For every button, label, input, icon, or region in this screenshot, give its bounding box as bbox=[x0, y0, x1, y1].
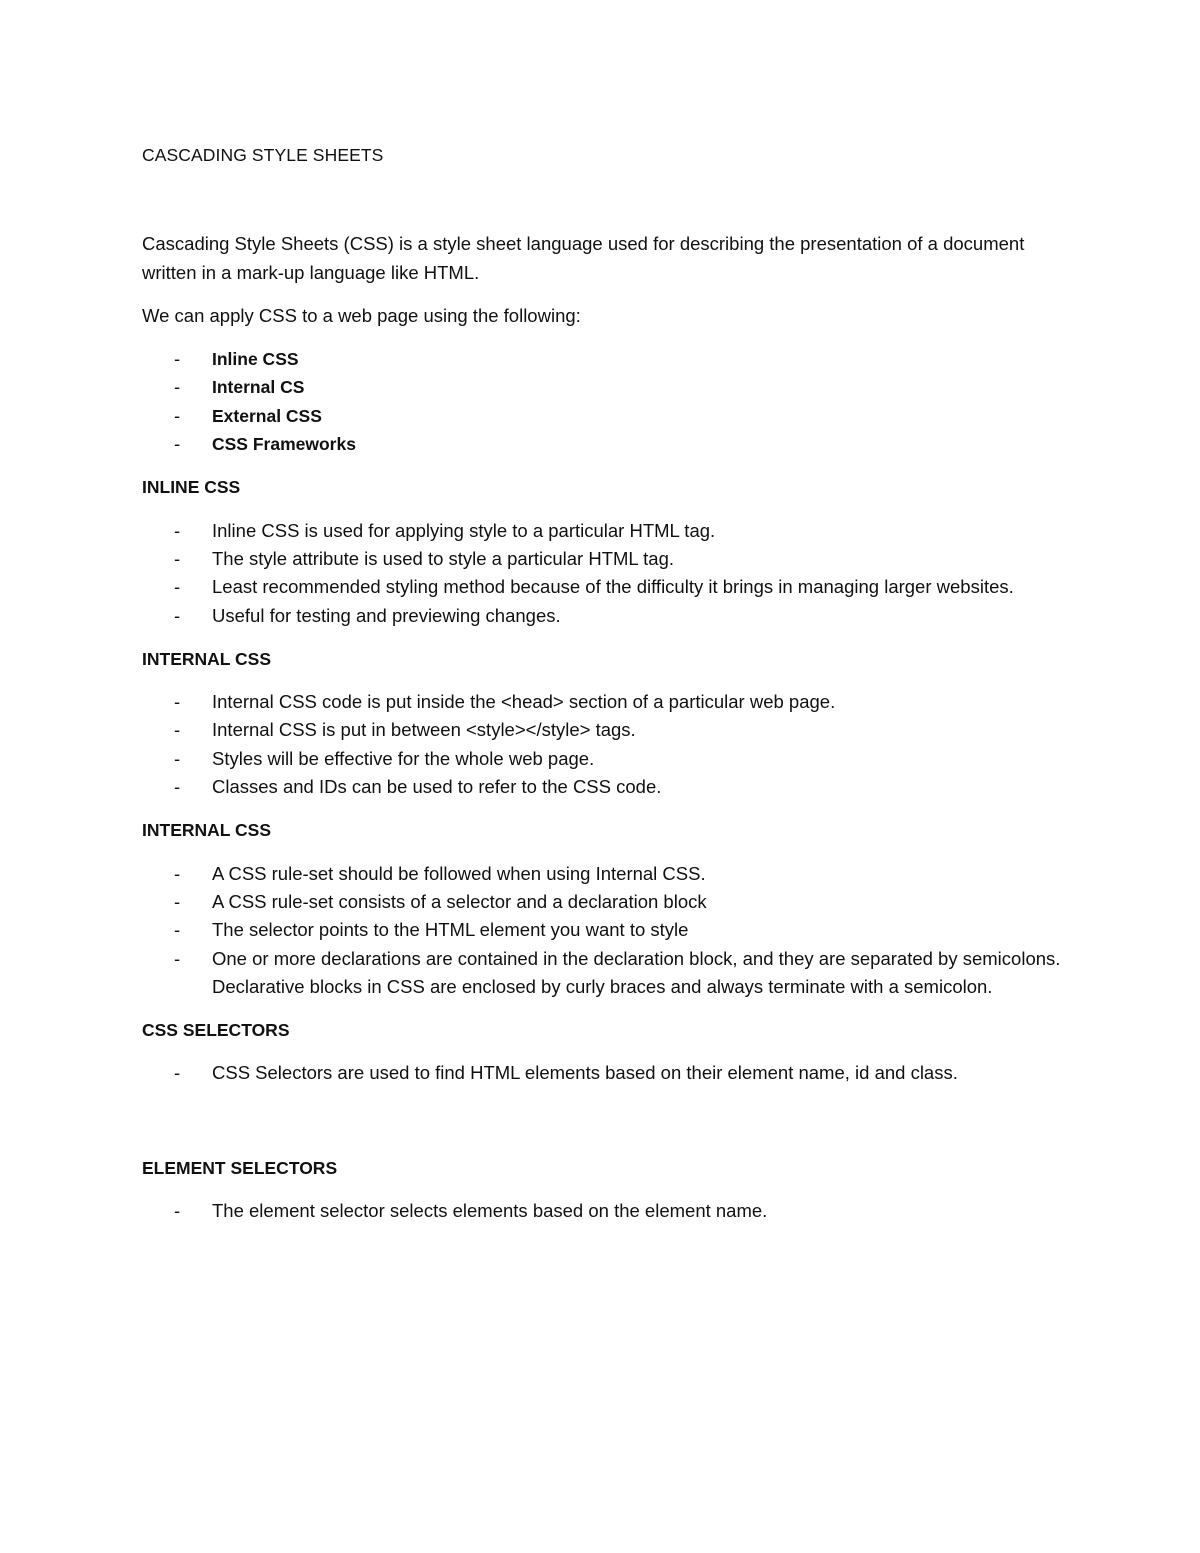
dash-bullet: - bbox=[174, 719, 181, 741]
dash-bullet: - bbox=[174, 1200, 181, 1222]
list-item-text: A CSS rule-set should be followed when using Internal CSS. bbox=[212, 862, 706, 884]
list-item bbox=[142, 745, 1062, 773]
list-item bbox=[142, 773, 1062, 801]
list-item-text: The style attribute is used to style a particular HTML tag. bbox=[212, 547, 675, 569]
list-item-text: One or more declarations are contained in the declaration block, and they are separated by semicolons. Declarative blocks in CSS are enclosed by curly braces and always terminate with a semicolon. bbox=[212, 947, 1061, 997]
section-heading-internal-css-ruleset: INTERNAL CSS bbox=[142, 820, 271, 841]
list-item-text: External CSS bbox=[212, 405, 322, 426]
list-item-text: CSS Frameworks bbox=[212, 434, 356, 455]
dash-bullet: - bbox=[174, 919, 181, 941]
list-item bbox=[142, 345, 1062, 373]
dash-bullet: - bbox=[174, 576, 181, 598]
dash-bullet: - bbox=[174, 691, 181, 713]
list-item-text: Internal CSS is put in between <style></style> tags. bbox=[212, 719, 636, 741]
dash-bullet: - bbox=[174, 776, 181, 798]
inline-css-list bbox=[142, 517, 1062, 630]
list-item bbox=[142, 945, 1062, 1002]
document-title: CASCADING STYLE SHEETS bbox=[142, 145, 384, 165]
list-item bbox=[142, 888, 1062, 916]
dash-bullet: - bbox=[174, 519, 181, 541]
list-item-text: Styles will be effective for the whole web page. bbox=[212, 747, 595, 769]
section-heading-internal-css: INTERNAL CSS bbox=[142, 648, 271, 669]
list-item-text: A CSS rule-set consists of a selector and a declaration block bbox=[212, 890, 707, 912]
selectors-list bbox=[142, 1059, 1062, 1087]
list-item bbox=[142, 860, 1062, 888]
element-selectors-list bbox=[142, 1197, 1062, 1225]
list-item bbox=[142, 573, 1062, 601]
list-item-text: Classes and IDs can be used to refer to the CSS code. bbox=[212, 776, 662, 798]
dash-bullet: - bbox=[174, 433, 181, 455]
list-item bbox=[142, 402, 1062, 430]
list-item bbox=[142, 1197, 1062, 1225]
list-item-text: Least recommended styling method because of the difficulty it brings in managing larger websites. bbox=[212, 576, 1014, 598]
list-item-text: CSS Selectors are used to find HTML elements based on their element name, id and class. bbox=[212, 1062, 958, 1084]
list-item bbox=[142, 430, 1062, 458]
dash-bullet: - bbox=[174, 747, 181, 769]
apply-paragraph: We can apply CSS to a web page using the following: bbox=[142, 304, 581, 326]
list-item bbox=[142, 1059, 1062, 1087]
intro-paragraph: Cascading Style Sheets (CSS) is a style sheet language used for describing the presentation of a document written in a mark-up language like HTML. bbox=[142, 233, 1025, 283]
methods-list bbox=[142, 345, 1062, 458]
list-item bbox=[142, 916, 1062, 944]
section-heading-element-selectors: ELEMENT SELECTORS bbox=[142, 1157, 338, 1178]
list-item bbox=[142, 517, 1062, 545]
list-item bbox=[142, 716, 1062, 744]
dash-bullet: - bbox=[174, 376, 181, 398]
section-heading-css-selectors: CSS SELECTORS bbox=[142, 1020, 290, 1041]
section-heading-inline-css: INLINE CSS bbox=[142, 477, 241, 498]
blank-line bbox=[142, 1103, 1062, 1154]
dash-bullet: - bbox=[174, 604, 181, 626]
list-item bbox=[142, 602, 1062, 630]
internal-css-list bbox=[142, 688, 1062, 801]
list-item-text: Internal CSS code is put inside the <head> section of a particular web page. bbox=[212, 691, 836, 713]
document-body bbox=[142, 141, 1062, 1240]
ruleset-list bbox=[142, 860, 1062, 1001]
list-item bbox=[142, 545, 1062, 573]
dash-bullet: - bbox=[174, 348, 181, 370]
list-item-text: The selector points to the HTML element you want to style bbox=[212, 919, 689, 941]
dash-bullet: - bbox=[174, 890, 181, 912]
dash-bullet: - bbox=[174, 404, 181, 426]
list-item bbox=[142, 688, 1062, 716]
dash-bullet: - bbox=[174, 1062, 181, 1084]
dash-bullet: - bbox=[174, 862, 181, 884]
list-item-text: Inline CSS is used for applying style to a particular HTML tag. bbox=[212, 519, 716, 541]
list-item-text: The element selector selects elements based on the element name. bbox=[212, 1200, 768, 1222]
list-item-text: Internal CS bbox=[212, 377, 305, 398]
dash-bullet: - bbox=[174, 547, 181, 569]
list-item-text: Useful for testing and previewing changes. bbox=[212, 604, 561, 626]
list-item-text: Inline CSS bbox=[212, 349, 299, 370]
list-item bbox=[142, 373, 1062, 401]
dash-bullet: - bbox=[174, 947, 181, 969]
